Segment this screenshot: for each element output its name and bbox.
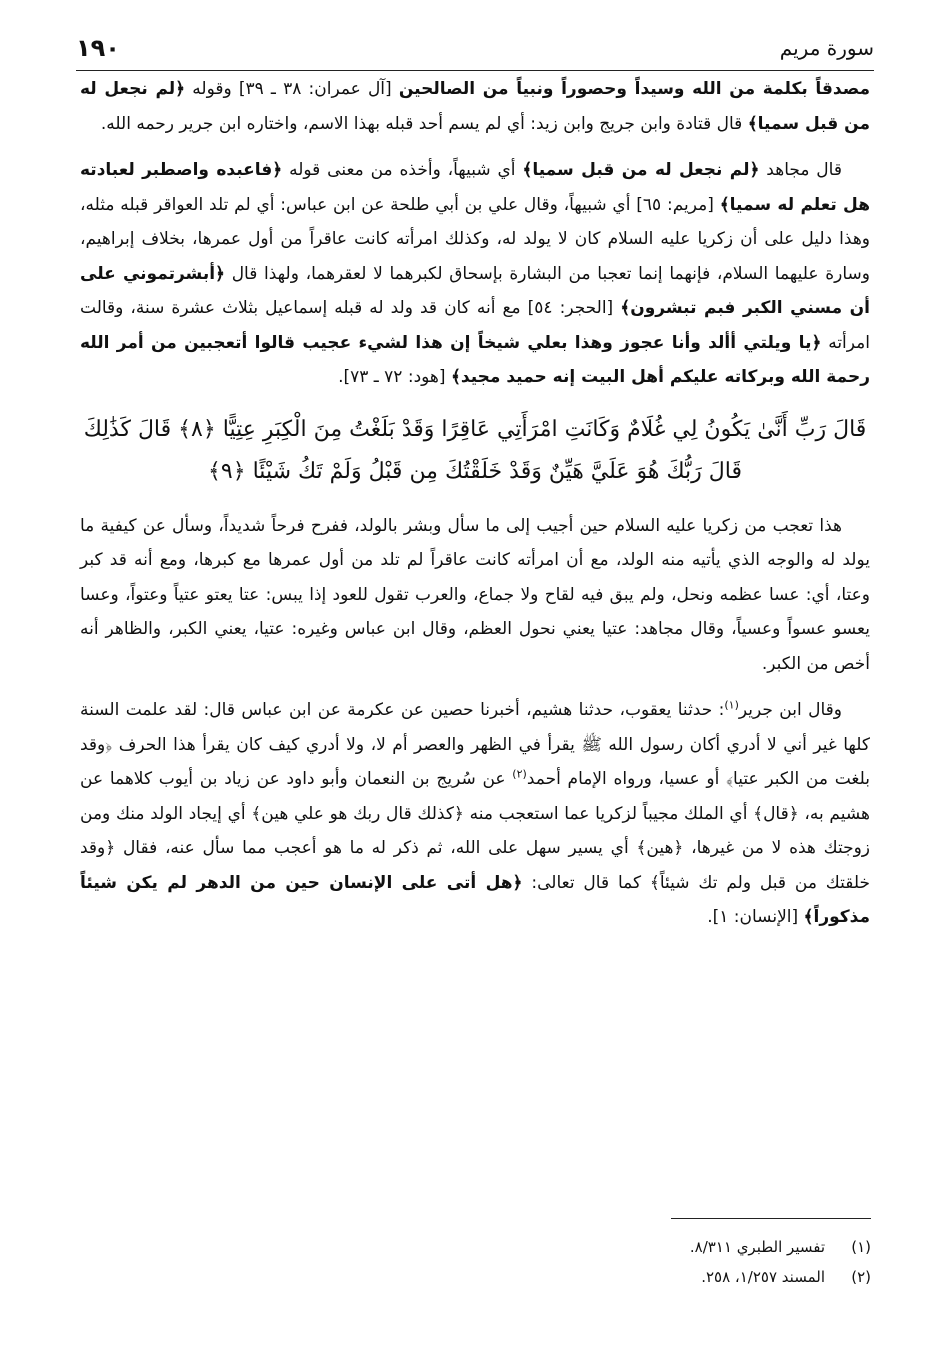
footnote-number: (٢) (851, 1268, 871, 1286)
paragraph-text: أي شبيهاً، وأخذه من معنى قوله (282, 160, 523, 180)
surah-title: سورة مريم (779, 36, 874, 60)
paragraph-text: قال مجاهد (759, 160, 842, 180)
paragraph-3: هذا تعجب من زكريا عليه السلام حين أجيب إلى ما سأل وبشر بالولد، ففرح فرحاً شديداً، وسأل عن كيفية ما يولد له والوجه الذي يأتيه منه الولد، مع أن امرأته كانت عاقراً لم تلد من أول عمرها مع كبرها، ومع أنه قد كبر وعتا، أي: عسا عظمه ونحل، ولم يبق فيه لقاح ولا جماع، والعرب تقول للعود إذا يبس: عتا يعتو عتياً وعتواً، وعسا يعسو عسواً وعسياً، وقال مجاهد: عتيا يعني نحول العظم، وقال ابن عباس وغيره: عتيا، يعني الكبر، والظاهر أنه أخص من الكبر. (80, 515, 870, 674)
footnote-ref[interactable]: (٢) (512, 767, 527, 781)
quran-quote: ﴿هل أتى على الإنسان حين من الدهر لم يكن شيئاً مذكوراً﴾ (80, 872, 870, 927)
footnote-ref[interactable]: (١) (724, 698, 739, 712)
paragraph-text: قال قتادة وابن جريج وابن زيد: أي لم يسم أحد قبله بهذا الاسم، واختاره ابن جرير رحمه الله. (100, 113, 748, 134)
quran-quote: ﴿فاعبده واصطبر لعبادته هل تعلم له سميا﴾ (80, 160, 871, 215)
paragraph-text: [الحجر: ٥٤] مع أنه كان قد ولد له قبله إسماعيل بثلاث عشرة سنة، وقالت امرأته (80, 298, 870, 353)
footnote-number: (١) (851, 1238, 871, 1256)
paragraph-text: وقال ابن جرير (738, 700, 842, 720)
footnotes (371, 1232, 871, 1292)
footnote-text: تفسير الطبري ٨/٣١١. (689, 1238, 825, 1256)
quran-quote: ﴿لم نجعل له من قبل سميا﴾ (522, 160, 760, 180)
paragraph-2 (80, 153, 870, 395)
quran-quote: ﴿لم نجعل له من قبل سميا﴾ (80, 79, 870, 134)
paragraph-text: : حدثنا يعقوب، حدثنا هشيم، أخبرنا حصين عن عكرمة عن ابن عباس قال: لقد علمت السنة كلها غير أني لا أدري أكان رسول الله ﷺ يقرأ في الظهر والعصر أم لا، ولا أدري كيف كان يقرأ هذا الحرف ﴿وقد بلغت من الكبر عتيا﴾ أو عسيا، ورواه الإمام أحمد (80, 700, 870, 789)
footnote-2 (371, 1262, 871, 1292)
paragraph-text: [مريم: ٦٥] أي شبيهاً، وقال علي بن أبي طلحة عن ابن عباس: أي لم تلد العواقر قبله مثله، وهذا دليل على أن زكريا عليه السلام كان لا يولد له، وكذلك امرأته كانت عاقراً من أول عمرها، بخلاف إبراهيم، وسارة عليهما السلام، فإنهما إنما تعجبا من البشارة بإسحاق لكبرهما لا لعقرهما، ولهذا قال (80, 194, 870, 284)
footnote-divider (671, 1218, 871, 1219)
quran-quote: مصدقاً بكلمة من الله وسيداً وحصوراً ونبياً من الصالحين (398, 79, 870, 99)
quran-quote: ﴿أبشرتموني على أن مسني الكبر فبم تبشرون﴾ (80, 263, 870, 318)
citation: [الإنسان: ١]. (707, 907, 804, 927)
citation: [آل عمران: ٣٨ ـ ٣٩] وقوله (185, 79, 399, 99)
page-number: ١٩٠ (76, 34, 120, 62)
paragraph-4 (80, 693, 870, 935)
paragraph-text: عن سُريج بن النعمان وأبو داود عن زياد بن أيوب كلاهما عن هشيم به، ﴿قال﴾ أي الملك مجيباً لزكريا عما استعجب منه ﴿كذلك قال ربك هو علي هين﴾ أي إيجاد الولد منك ومن زوجتك هذه لا من غيرها، ﴿هين﴾ أي يسير سهل على الله، ثم ذكر له ما هو أعجب مما سأل عنه، فقال ﴿وقد خلقتك من قبل ولم تك شيئاً﴾ كما قال تعالى: (80, 769, 870, 893)
quran-verse-block: قَالَ رَبِّ أَنَّىٰ يَكُونُ لِي غُلَامٌ وَكَانَتِ امْرَأَتِي عَاقِرًا وَقَدْ بَلَغْتُ مِنَ الْكِبَرِ عِتِيًّا ﴿٨﴾ قَالَ كَذَٰلِكَ قَالَ رَبُّكَ هُوَ عَلَيَّ هَيِّنٌ وَقَدْ خَلَقْتُكَ مِن قَبْلُ وَلَمْ تَكُ شَيْئًا ﴿٩﴾ (83, 416, 867, 484)
paragraph-1 (80, 72, 870, 141)
footnote-1 (371, 1232, 871, 1262)
citation: [هود: ٧٢ ـ ٧٣]. (338, 367, 451, 387)
quran-quote: ﴿يا ويلتي أألد وأنا عجوز وهذا بعلي شيخاً إن هذا لشيء عجيب قالوا أتعجبين من أمر الله رحمة الله وبركاته عليكم أهل البيت إنه حميد مجيد﴾ (80, 332, 870, 387)
page-header (76, 30, 874, 71)
main-text (80, 72, 870, 947)
footnote-text: المسند ١/٢٥٧، ٢٥٨. (701, 1268, 825, 1286)
